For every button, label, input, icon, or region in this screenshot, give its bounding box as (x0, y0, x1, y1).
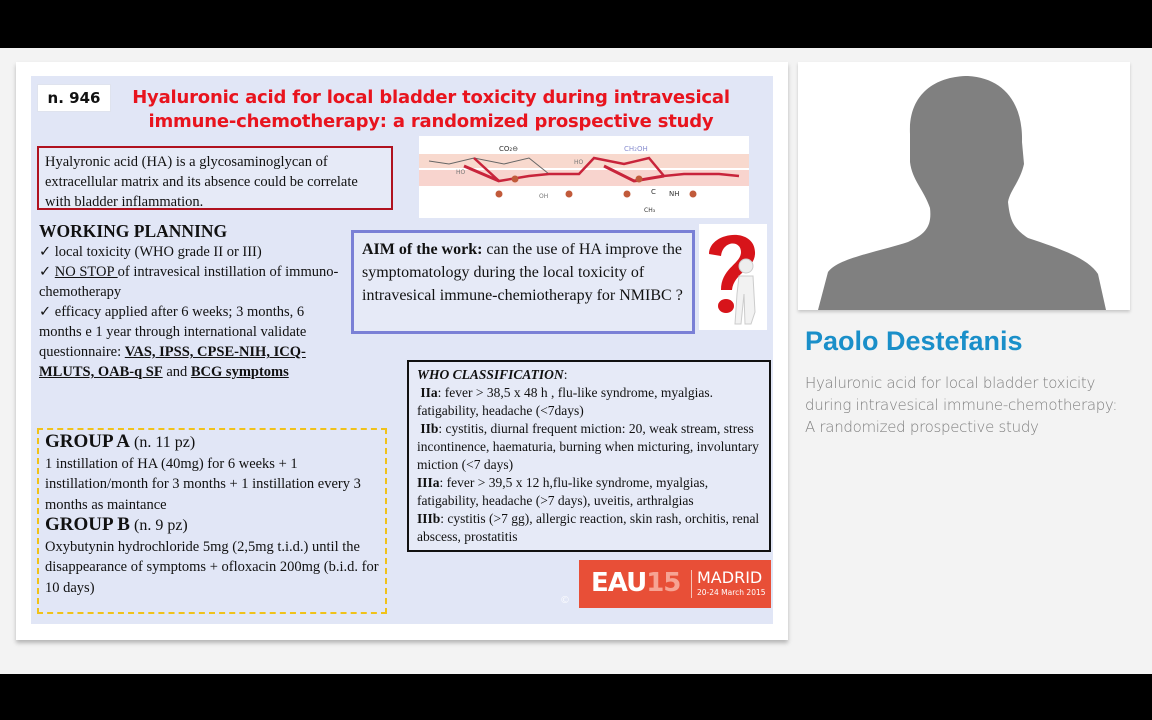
congress-dates: 20-24 March 2015 (697, 588, 766, 597)
svg-text:CO₂⊖: CO₂⊖ (499, 145, 519, 153)
working-item-2: ✓ NO STOP of intravesical instillation of immuno-chemotherapy (39, 264, 339, 300)
abstract-number: n. 946 (37, 84, 111, 112)
logo-divider (691, 570, 692, 598)
svg-text:CH₃: CH₃ (644, 207, 656, 214)
who-grade-IIb: IIb: cystitis, diurnal frequent miction: 20, weak stream, stress incontinence, haematuria, burning when micturing, involuntary miction (<7 days) (417, 421, 759, 472)
svg-text:NH: NH (669, 190, 680, 198)
aim-box (351, 230, 695, 334)
speaker-avatar (798, 62, 1130, 310)
slide-title (111, 86, 751, 134)
svg-text:CH₂OH: CH₂OH (624, 145, 648, 153)
svg-text:OH: OH (539, 193, 549, 200)
congress-city: MADRID (697, 568, 763, 587)
person-silhouette-icon (798, 62, 1130, 310)
aim-text: can the use of HA improve the symptomatology during the local toxicity of intravesical immune-chemiotherapy for NMIBC ? (362, 241, 683, 304)
bcg-symptoms: BCG symptoms (190, 364, 289, 380)
hyaluronic-acid-molecule-image (419, 136, 749, 218)
question-mark-icon (699, 224, 767, 330)
slide-card (16, 62, 788, 640)
slide-title-line2: immune-chemotherapy: a randomized prospective study (148, 111, 714, 132)
group-a-heading: GROUP A (n. 11 pz) (45, 431, 196, 452)
intro-box: Hyalyronic acid (HA) is a glycosaminoglycan of extracellular matrix and its absence could be correlate with bladder inflammation. (37, 146, 393, 210)
talk-title: Hyaluronic acid for local bladder toxicity during intravesical immune-chemotherapy: A randomized prospective study (805, 374, 1118, 436)
who-heading: WHO CLASSIFICATION (417, 367, 564, 382)
aim-label: AIM of the work: (362, 241, 483, 258)
eau15-congress-logo: EAU15 MADRID 20-24 March 2015 (579, 560, 771, 608)
copyright-icon: © (560, 595, 570, 606)
group-b-heading: GROUP B (n. 9 pz) (45, 514, 188, 535)
working-planning-section (39, 220, 349, 382)
check-icon: ✓ (39, 244, 52, 260)
who-grade-IIIa: IIIa: fever > 39,5 x 12 h,flu-like syndrome, myalgias, fatigability, headache (>7 days), uveitis, arthralgias (417, 475, 709, 508)
slide-title-line1: Hyaluronic acid for local bladder toxicity during intravesical (132, 87, 730, 108)
check-icon: ✓ (39, 264, 52, 280)
presentation-viewer (0, 48, 1152, 674)
group-a-text: 1 instillation of HA (40mg) for 6 weeks + 1 instillation/month for 3 months + 1 instillation every 3 months as maintance (45, 455, 361, 513)
svg-text:HO: HO (574, 159, 584, 166)
svg-text:HO: HO (456, 169, 466, 176)
working-item-1: ✓ local toxicity (WHO grade II or III) (39, 244, 262, 260)
check-icon: ✓ (39, 304, 52, 320)
treatment-groups-box (37, 428, 387, 614)
who-classification-box: WHO CLASSIFICATION: IIa: fever > 38,5 x 48 h , flu-like syndrome, myalgias. fatigability, headache (<7days) IIb: cystitis, diurnal frequent miction: 20, weak stream, stress incontinence, haematuria, burning when micturing, involuntary miction (<7 days) IIIa: fever > 39,5 x 12 h,flu-like syndrome, myalgias, fatigability, headache (>7 days), uveitis, arthralgias IIIb: cystitis (>7 gg), allergic reaction, skin rash, orchitis, renal abscess, prostatitis (407, 360, 771, 552)
who-grade-IIa: IIa: fever > 38,5 x 48 h , flu-like syndrome, myalgias. fatigability, headache (<7days) (417, 385, 713, 418)
molecule-structure-icon (419, 136, 749, 218)
group-b-text: Oxybutynin hydrochloride 5mg (2,5mg t.i.d.) until the disappearance of symptoms + ofloxacin 200mg (b.i.d. for 10 days) (45, 538, 379, 596)
svg-text:C: C (651, 188, 656, 196)
questionnaire-list: VAS, IPSS, CPSE-NIH, ICQ-MLUTS, OAB-q SF (39, 344, 306, 380)
question-mark-figure-image (699, 224, 767, 330)
working-planning-heading: WORKING PLANNING (39, 221, 228, 241)
slide (31, 76, 773, 624)
speaker-name: Paolo Destefanis (805, 326, 1023, 356)
working-item-3: ✓ efficacy applied after 6 weeks; 3 months, 6 months e 1 year through international validate questionnaire: VAS, IPSS, CPSE-NIH, ICQ-MLUTS, OAB-q SF and BCG symptoms (39, 304, 307, 380)
who-grade-IIIb: IIIb: cystitis (>7 gg), allergic reaction, skin rash, orchitis, renal abscess, prostatitis (417, 511, 760, 544)
